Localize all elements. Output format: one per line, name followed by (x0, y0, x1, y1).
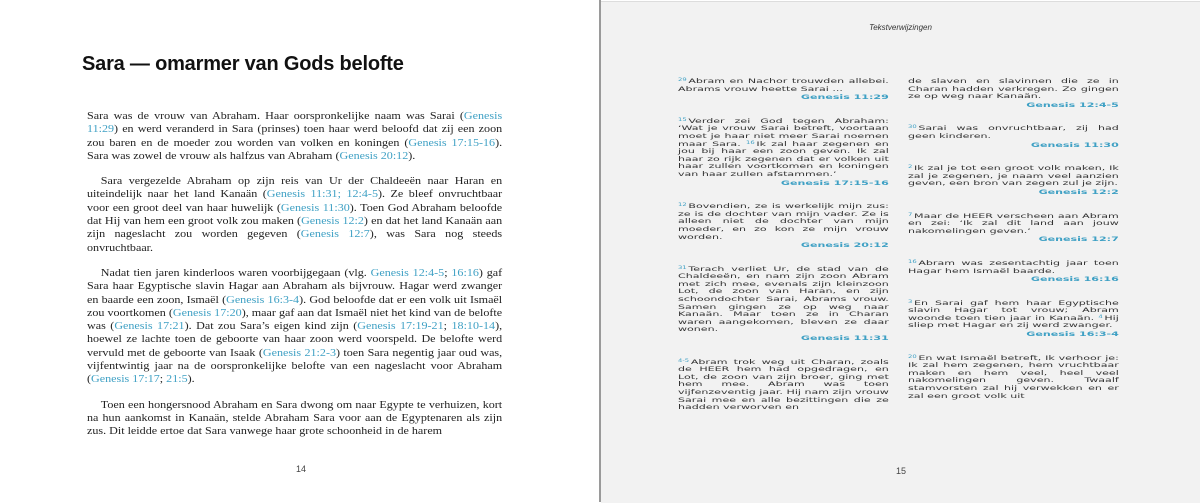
verse-reference[interactable]: Genesis 17:15-16 (780, 178, 889, 187)
verse-number: 2 (908, 164, 913, 170)
references-column-2 (908, 78, 1119, 416)
scripture-link[interactable]: Genesis 11:31; 12:4-5 (266, 189, 379, 201)
verse-text (908, 300, 1119, 330)
text-span: ). Toen God Abraham beloofde dat Hij van hem een groot volk zou maken ( (87, 202, 503, 228)
paragraph (87, 267, 502, 387)
scripture-link[interactable]: Genesis 11:29 (87, 111, 503, 136)
right-page (601, 1, 1200, 503)
verse-reference[interactable]: Genesis 16:3-4 (1026, 330, 1119, 339)
verse-text (678, 118, 889, 179)
paragraph (87, 399, 502, 439)
body-text (87, 110, 502, 451)
text-span: Nadat tien jaren kinderloos waren voorbijgegaan (vlg. (100, 267, 371, 279)
verse-entry (908, 165, 1119, 196)
verse-number: 16 (908, 258, 917, 264)
verse-text-span: Maar de HEER verscheen aan Abram en zei: ‘Ik zal dit land aan jouw nakomelingen geven.’ (908, 211, 1119, 235)
verse-text-span: Bovendien, ze is werkelijk mijn zus: ze is de dochter van mijn vader. Ze is alleen niet de dochter van mijn moeder, en zo kon ze mijn vrouw worden. (678, 202, 889, 241)
scripture-link[interactable]: Genesis 11:30 (280, 202, 350, 214)
scripture-link[interactable]: 16:16 (451, 267, 479, 279)
text-span: ; (444, 267, 452, 279)
scripture-link[interactable]: Genesis 17:20 (172, 307, 242, 319)
verse-number: 20 (908, 353, 917, 359)
verse-text-span: En wat Ismaël betreft, Ik verhoor je: Ik zal hem zegenen, hem vruchtbaar maken en hem veel, heel veel nakomelingen geven. Twaalf stamvorsten zal hij verwekken en er zal een groot volk uit (908, 353, 1119, 400)
verse-text (678, 266, 889, 334)
scripture-link[interactable]: Genesis 17:15-16 (408, 137, 496, 149)
verse-number: 7 (908, 211, 913, 217)
scripture-link[interactable]: Genesis 20:12 (339, 150, 409, 162)
verse-reference[interactable]: Genesis 20:12 (800, 241, 889, 250)
verse-number: 16 (746, 139, 755, 145)
verse-reference[interactable]: Genesis 16:16 (1030, 275, 1119, 284)
text-span: ), was Sara nog steeds onvruchtbaar. (87, 229, 503, 254)
text-span: ), maar gaf aan dat Ismaël niet het kind van de belofte was ( (87, 307, 503, 333)
verse-text (908, 213, 1119, 236)
text-span: Sara vergezelde Abraham op zijn reis van Ur der Chaldeeën naar Haran en uiteindelijk naar het land Kanaän ( (87, 176, 503, 201)
verse-reference[interactable]: Genesis 12:2 (1038, 187, 1119, 196)
verse-number: 12 (678, 202, 687, 208)
text-span: ) gaf Sara haar Egyptische slavin Hagar aan Abraham als bijvrouw. Hagar werd zwanger en baarde een zoon, Ismaël ( (87, 267, 503, 306)
verse-entry (908, 78, 1119, 109)
text-span: Sara was de vrouw van Abraham. Haar oorspronkelijke naam was Sarai ( (87, 111, 464, 122)
text-span: Toen een hongersnood Abraham en Sara dwong om naar Egypte te verhuizen, kort na hun aankomst in Kanaän, stelde Abraham Sara voor aan de Egyptenaren als zijn zus. Dit leidde ertoe dat Sara vanwege haar grote schoonheid in de harem (87, 399, 503, 438)
verse-number: 30 (908, 124, 917, 130)
verse-entry (908, 260, 1119, 284)
scripture-link[interactable]: Genesis 12:4-5 (370, 267, 445, 279)
verse-entry (678, 266, 889, 343)
verse-text-span: Sarai was onvruchtbaar, zij had geen kinderen. (908, 124, 1119, 140)
paragraph (87, 175, 502, 255)
verse-number: 31 (678, 264, 687, 270)
verse-entry (678, 203, 889, 250)
verse-number: 29 (678, 77, 687, 82)
text-span: ). (408, 150, 416, 162)
verse-entry (908, 213, 1119, 244)
verse-text-span: Abram en Nachor trouwden allebei. Abrams vrouw heette Sarai ... (678, 77, 889, 93)
paragraph (87, 110, 502, 163)
verse-text (908, 165, 1119, 188)
verse-text-span: Abram was zesentachtig jaar toen Hagar hem Ismaël baarde. (908, 258, 1119, 275)
verse-number: 4 (1098, 313, 1103, 319)
verse-text-span: En Sarai gaf hem haar Egyptische slavin Hagar tot vrouw; Abram woonde toen tien jaar in Kanaän. (908, 298, 1119, 322)
verse-text-span: Ik zal je tot een groot volk maken, Ik zal je zegenen, je naam veel aanzien geven, een bron van zegen zul je zijn. (908, 164, 1119, 188)
verse-text (908, 125, 1119, 140)
verse-number: 15 (678, 116, 687, 122)
scripture-link[interactable]: 21:5 (166, 374, 188, 386)
page-number-right: 15 (896, 466, 907, 476)
text-span: ). Sara was zowel de vrouw als halfzus van Abraham ( (87, 137, 503, 162)
verse-reference[interactable]: Genesis 12:4-5 (1026, 100, 1119, 109)
scripture-link[interactable]: 18:10-14 (451, 321, 496, 333)
verse-reference[interactable]: Genesis 11:31 (800, 334, 889, 343)
verse-entry (678, 78, 889, 102)
text-span: ) en werd veranderd in Sara (prinses) toen haar werd beloofd dat zij een zoon zou baren en de moeder zou worden van volken en koningen ( (87, 124, 503, 149)
verse-number: 4-5 (678, 357, 690, 363)
verse-text-span: Ik zal haar zegenen en jou bij haar een zoon geven. Ik zal haar zo rijk zegenen dat er volken uit haar zullen voortkomen en koningen van haar zullen afstammen.’ (678, 139, 889, 178)
verse-number: 3 (908, 298, 913, 304)
verse-text (678, 359, 889, 412)
text-span: ) toen Sara negentig jaar oud was, vijfentwintig jaar na de oorspronkelijke belofte van een nageslacht voor Abraham ( (87, 347, 503, 386)
running-header: Tekstverwijzingen (869, 23, 932, 32)
scripture-link[interactable]: Genesis 17:17 (91, 374, 160, 386)
scripture-link[interactable]: Genesis 17:19-21 (357, 321, 444, 333)
page-number-left: 14 (296, 464, 307, 474)
verse-entry (678, 359, 889, 412)
text-span: ). Dat zou Sara’s eigen kind zijn ( (184, 321, 358, 333)
scripture-link[interactable]: Genesis 16:3-4 (226, 294, 300, 306)
text-span: ). God beloofde dat er een volk uit Ismaël zou voortkomen ( (87, 294, 503, 319)
scripture-link[interactable]: Genesis 12:2 (301, 216, 364, 228)
scripture-link[interactable]: Genesis 12:7 (300, 229, 370, 241)
verse-reference[interactable]: Genesis 11:30 (1030, 140, 1119, 149)
verse-reference[interactable]: Genesis 11:29 (800, 93, 889, 102)
text-span: ; (159, 374, 167, 386)
scripture-link[interactable]: Genesis 21:2-3 (262, 347, 337, 359)
verse-entry (908, 355, 1119, 401)
verse-text (678, 203, 889, 241)
verse-text (908, 355, 1119, 401)
verse-reference[interactable]: Genesis 12:7 (1038, 235, 1119, 244)
verse-entry (678, 118, 889, 187)
verse-entry (908, 125, 1119, 149)
text-span: ) en dat het land Kanaän aan zijn nageslacht zou worden gegeven ( (87, 216, 503, 241)
verse-text-span: Verder zei God tegen Abraham: ‘Wat je vrouw Sarai betreft, voortaan moet je haar niet meer Sarai noemen maar Sara. (678, 116, 889, 148)
verse-entry (908, 300, 1119, 339)
verse-text (678, 78, 889, 93)
text-span: ; (443, 321, 452, 333)
verse-text (908, 78, 1119, 101)
verse-text-span: Terach verliet Ur, de stad van de Chaldeeën, en nam zijn zoon Abram met zich mee, evenals zijn kleinzoon Lot, de zoon van Haran, en zijn schoondochter Sarai, Abrams vrouw. Samen gingen ze op weg naar Kanaän. Maar toen ze in Charan waren aangekomen, bleven ze daar wonen. (678, 264, 889, 334)
text-span: ). Ze bleef onvruchtbaar voor een groot deel van haar huwelijk ( (87, 189, 503, 214)
left-page (0, 0, 599, 502)
verse-text (908, 260, 1119, 275)
verse-text-span: Hij sliep met Hagar en zij werd zwanger. (908, 313, 1119, 330)
scripture-link[interactable]: Genesis 17:21 (114, 321, 185, 333)
references-column-1 (678, 78, 889, 428)
verse-text-span: de slaven en slavinnen die ze in Charan hadden verkregen. Zo gingen ze op weg naar Kanaän. (908, 77, 1119, 101)
verse-text-span: Abram trok weg uit Charan, zoals de HEER hem had opgedragen, en Lot, de zoon van zijn broer, ging met hem mee. Abram was toen vijfenzeventig jaar. Hij nam zijn vrouw Sarai mee en alle bezittingen die ze hadden verworven en (678, 357, 889, 412)
text-span: ). (187, 374, 195, 386)
text-span: ), hoewel ze lachte toen de geboorte van haar zoon werd voorspeld. De belofte werd vervuld met de geboorte van Isaak ( (87, 321, 503, 359)
chapter-title: Sara — omarmer van Gods belofte (82, 53, 404, 75)
